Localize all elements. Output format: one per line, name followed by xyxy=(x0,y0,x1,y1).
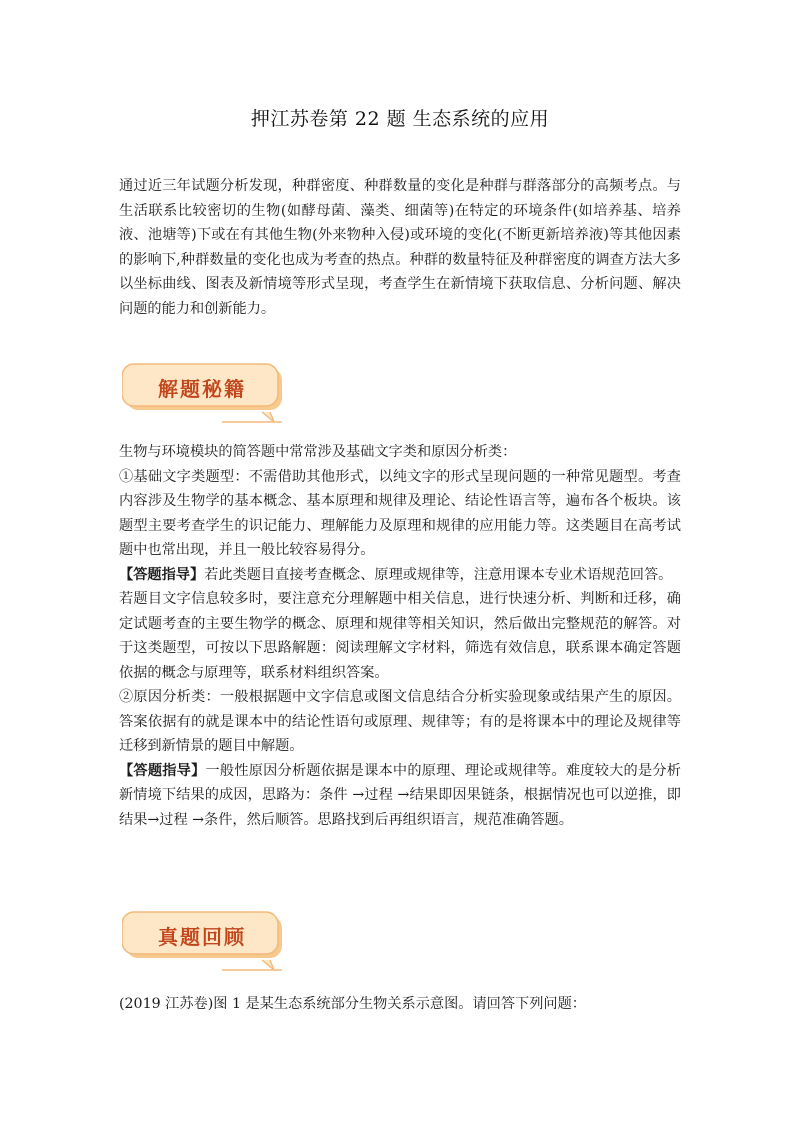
badge-label: 真题回顾 xyxy=(158,925,246,949)
answer-guide-label: 【答题指导】 xyxy=(119,566,205,583)
secrets-lead: 生物与环境模块的简答题中常常涉及基础文字类和原因分析类： xyxy=(119,444,517,460)
answer-guide-text: 若此类题目直接考查概念、原理或规律等，注意用课本专业术语规范回答。 xyxy=(204,566,673,583)
review-section-body xyxy=(119,992,681,1017)
answer-guide-1-more: 若题目文字信息较多时，要注意充分理解题中相关信息，进行快速分析、判断和迁移，确定试题考查的主要生物学的概念、原理和规律等相关知识，然后做出完整规范的解答。对于这类题型，可按以下思路解题：阅读理解文字材料，筛选有效信息，联系课本确定答题依据的概念与原理等，联系材料组织答案。 xyxy=(119,591,681,681)
intro-paragraph xyxy=(119,174,681,322)
badge-label: 解题秘籍 xyxy=(158,377,246,401)
secrets-item-2: ②原因分析类：一般根据题中文字信息或图文信息结合分析实验现象或结果产生的原因。答案依据有的就是课本中的结论性语句或原理、规律等；有的是将课本中的理论及规律等迁移到新情景的题目中解题。 xyxy=(119,689,681,754)
page-title: 押江苏卷第 22 题 生态系统的应用 xyxy=(250,108,550,130)
section-badge-secrets xyxy=(122,362,284,428)
intro-text: 通过近三年试题分析发现，种群密度、种群数量的变化是种群与群落部分的高频考点。与生活联系比较密切的生物(如酵母菌、藻类、细菌等)在特定的环境条件(如培养基、培养液、池塘等)下或在有其他生物(外来物种入侵)或环境的变化(不断更新培养液)等其他因素的影响下,种群数量的变化也成为考查的热点。种群的数量特征及种群密度的调查方法大多以坐标曲线、图表及新情境等形式呈现，考查学生在新情境下获取信息、分析问题、解决问题的能力和创新能力。 xyxy=(119,178,681,317)
answer-guide-text: 一般性原因分析题依据是课本中的原理、理论或规律等。难度较大的是分析新情境下结果的成因，思路为：条件 →过程 →结果即因果链条，根据情况也可以逆推，即结果→过程 →条件，然后顺答。思路找到后再组织语言，规范准确答题。 xyxy=(119,762,681,828)
secrets-item-1: ①基础文字类题型：不需借助其他形式，以纯文字的形式呈现问题的一种常见题型。考查内容涉及生物学的基本概念、基本原理和规律及理论、结论性语言等，遍布各个板块。该题型主要考查学生的识记能力、理解能力及原理和规律的应用能力等。这类题目在高考试题中也常出现，并且一般比较容易得分。 xyxy=(119,468,681,558)
answer-guide-2 xyxy=(119,759,681,833)
answer-guide-1 xyxy=(119,563,681,588)
review-question: (2019 江苏卷)图 1 是某生态系统部分生物关系示意图。请回答下列问题： xyxy=(119,996,586,1012)
answer-guide-label: 【答题指导】 xyxy=(119,762,206,779)
section-badge-review xyxy=(122,910,284,976)
secrets-section-body xyxy=(119,440,681,832)
